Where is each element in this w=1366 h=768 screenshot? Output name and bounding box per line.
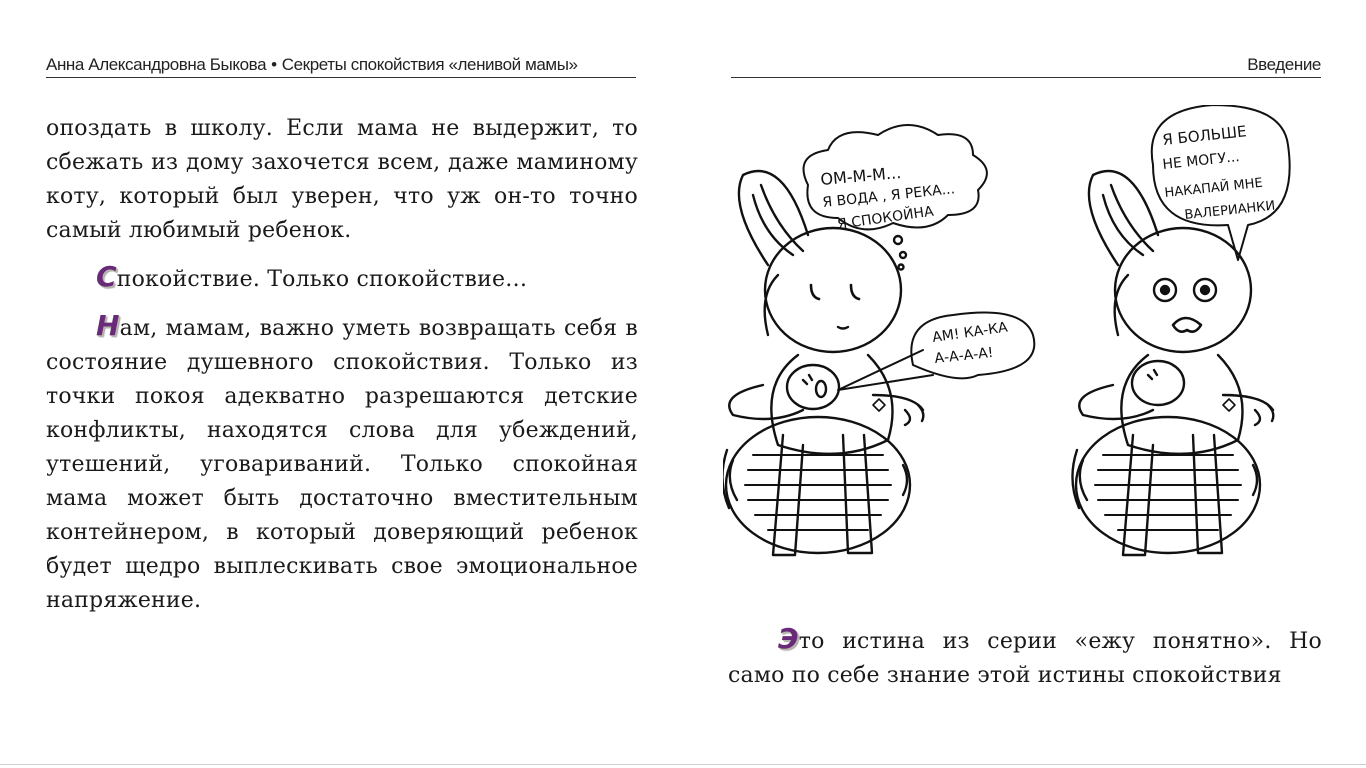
baby-speech-bubble — [838, 313, 1034, 391]
stressed-line-3: НАКАПАЙ МНЕ — [1163, 175, 1264, 201]
right-page — [683, 0, 1366, 768]
stressed-mom-figure — [1072, 171, 1273, 555]
paragraph-2-text: покойствие. Только спокойствие… — [116, 267, 528, 292]
running-head-left — [46, 50, 636, 78]
left-body-text — [46, 112, 638, 630]
paragraph-3-text: ам, мамам, важно уметь возвращать себя в состояние душевного спокойствия. Только из точки покоя адекватно разрешаются детские конфликты, находятся слова для убеждений, утешений, уговариваний. Только спокойная мама может быть достаточно вместительным контейнером, в который доверяющий ребенок будет щедро выплескивать свое эмоциональное напряжение. — [46, 316, 638, 613]
paragraph-4-text: то истина из серии «ежу понятно». Но само по себе знание этой истины спокойствия — [728, 629, 1322, 688]
stressed-line-2: НЕ МОГУ... — [1161, 148, 1241, 173]
comic-illustration — [723, 105, 1333, 585]
thought-line-2: Я ВОДА , Я РЕКА... — [821, 181, 956, 211]
baby-head — [787, 365, 839, 409]
dropcap-letter: С — [96, 260, 117, 293]
running-head-right — [731, 50, 1321, 78]
mom-head — [765, 228, 901, 352]
baby-line-2: А-А-А-А! — [933, 344, 995, 367]
paragraph-1-text: опоздать в школу. Если мама не выдержит, то сбежать из дому захочется всем, даже маминому коту, который был уверен, что уж он-то точно самый любимый ребенок. — [46, 116, 638, 243]
baby-head — [1132, 361, 1184, 405]
stressed-line-1: Я БОЛЬШЕ — [1161, 122, 1248, 149]
book-title: Секреты спокойствия «ленивой мамы» — [281, 55, 578, 74]
head-separator: • — [271, 55, 277, 74]
stressed-line-4: ВАЛЕРИАНКИ — [1183, 198, 1276, 223]
stressed-speech-bubble — [1152, 105, 1290, 260]
dropcap-letter: Н — [96, 309, 120, 342]
bottom-divider — [0, 764, 1366, 765]
paragraph-4 — [728, 622, 1322, 693]
chapter-title: Введение — [1247, 55, 1321, 74]
author-name: Анна Александровна Быкова — [46, 55, 267, 74]
thought-line-1: ОМ-М-М... — [819, 163, 902, 189]
dropcap-letter: Э — [778, 622, 799, 655]
paragraph-3 — [46, 309, 638, 618]
thought-line-3: Я СПОКОЙНА — [836, 203, 935, 233]
mom-head — [1115, 228, 1251, 352]
right-body-text — [728, 622, 1322, 705]
paragraph-1 — [46, 112, 638, 248]
paragraph-2 — [46, 260, 638, 297]
baby-line-1: АМ! КА-КА — [931, 319, 1009, 346]
thought-bubble — [804, 125, 987, 270]
